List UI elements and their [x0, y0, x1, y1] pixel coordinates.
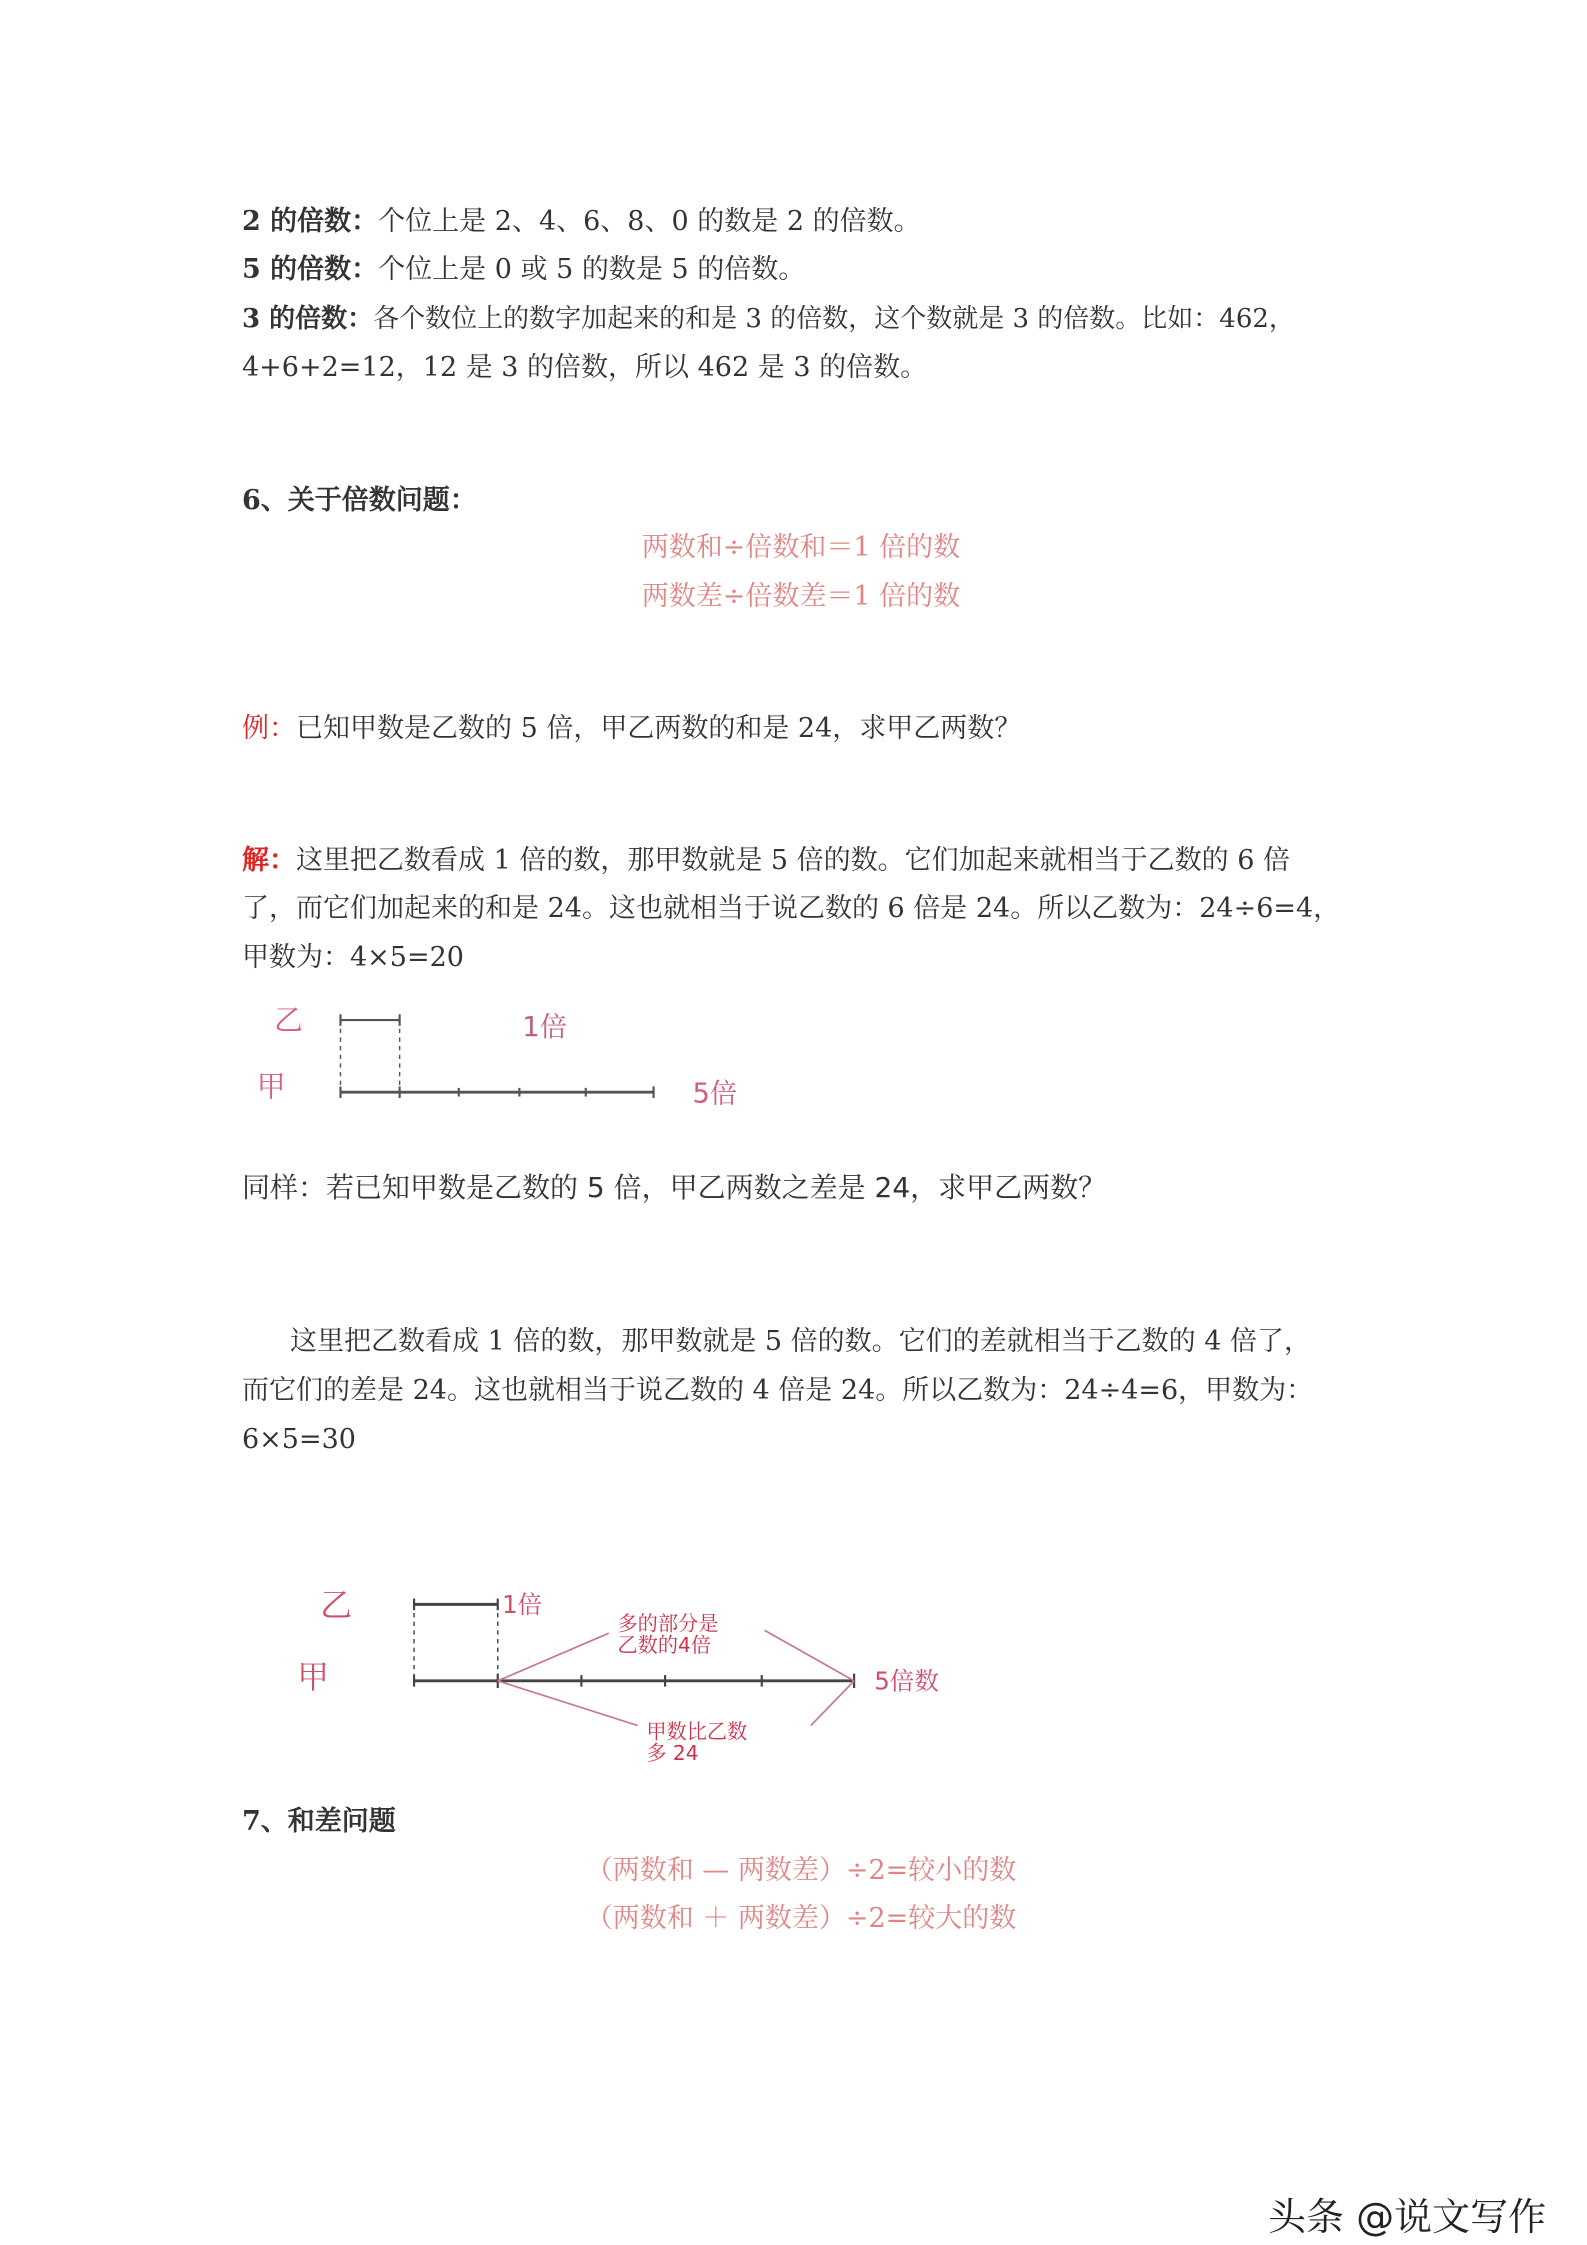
rule-text: 个位上是 2、4、6、8、0 的数是 2 的倍数。	[378, 206, 921, 237]
solution-line: 了，而它们加起来的和是 24。这也就相当于说乙数的 6 倍是 24。所以乙数为：24÷6=4，	[242, 893, 1341, 924]
example-label: 例：	[242, 713, 296, 744]
yi-label: 乙	[274, 1003, 303, 1038]
lower-note: 多 24	[646, 1741, 699, 1766]
diagram-difference	[297, 1588, 939, 1765]
yi-label: 乙	[320, 1587, 353, 1624]
upper-note: 乙数的4倍	[617, 1632, 712, 1657]
solution-text: 这里把乙数看成 1 倍的数，那甲数就是 5 倍的数。它们加起来就相当于乙数的 6 倍	[296, 845, 1291, 876]
one-times-label: 1倍	[522, 1011, 568, 1043]
rule-label: 2 的倍数：	[242, 206, 379, 237]
formula: 两数和÷倍数和＝1 倍的数	[641, 532, 961, 563]
same-text: 若已知甲数是乙数的 5 倍，甲乙两数之差是 24，求甲乙两数？	[326, 1171, 1107, 1204]
one-times-label: 1倍	[502, 1590, 543, 1620]
diff-line: 这里把乙数看成 1 倍的数，那甲数就是 5 倍的数。它们的差就相当于乙数的 4 倍了，	[290, 1326, 1312, 1357]
formula: 两数差÷倍数差＝1 倍的数	[641, 581, 961, 612]
watermark: 头条 @说文写作	[1268, 2195, 1547, 2239]
upper-note: 多的部分是	[617, 1611, 719, 1636]
section6-title: 6、关于倍数问题：	[242, 485, 477, 516]
jia-label: 甲	[297, 1660, 329, 1697]
five-times-label: 5倍数	[874, 1666, 939, 1696]
diff-line: 而它们的差是 24。这也就相当于说乙数的 4 倍是 24。所以乙数为：24÷4=6，甲数为：	[242, 1375, 1314, 1406]
solution-label: 解：	[242, 845, 296, 876]
diagram-sum	[257, 1003, 738, 1109]
lower-note: 甲数比乙数	[646, 1719, 748, 1744]
five-times-label: 5倍	[692, 1078, 738, 1110]
rule-label: 3 的倍数：	[242, 304, 374, 334]
rule-label: 5 的倍数：	[242, 254, 379, 285]
rule-3-cont: 4+6+2=12，12 是 3 的倍数，所以 462 是 3 的倍数。	[242, 352, 928, 383]
jia-label: 甲	[256, 1069, 286, 1104]
formula: （两数和 — 两数差）÷2=较小的数	[585, 1855, 1017, 1886]
diff-line: 6×5=30	[242, 1424, 356, 1455]
same-label: 同样：	[242, 1171, 327, 1204]
rule-text: 各个数位上的数字加起来的和是 3 的倍数，这个数就是 3 的倍数。比如：462，	[373, 304, 1295, 334]
section7-title: 7、和差问题	[242, 1806, 396, 1837]
rule-text: 个位上是 0 或 5 的数是 5 的倍数。	[378, 254, 806, 285]
formula: （两数和 ＋ 两数差）÷2=较大的数	[585, 1903, 1017, 1934]
example-text: 已知甲数是乙数的 5 倍，甲乙两数的和是 24，求甲乙两数？	[296, 713, 1022, 744]
solution-line: 甲数为：4×5=20	[242, 942, 464, 973]
